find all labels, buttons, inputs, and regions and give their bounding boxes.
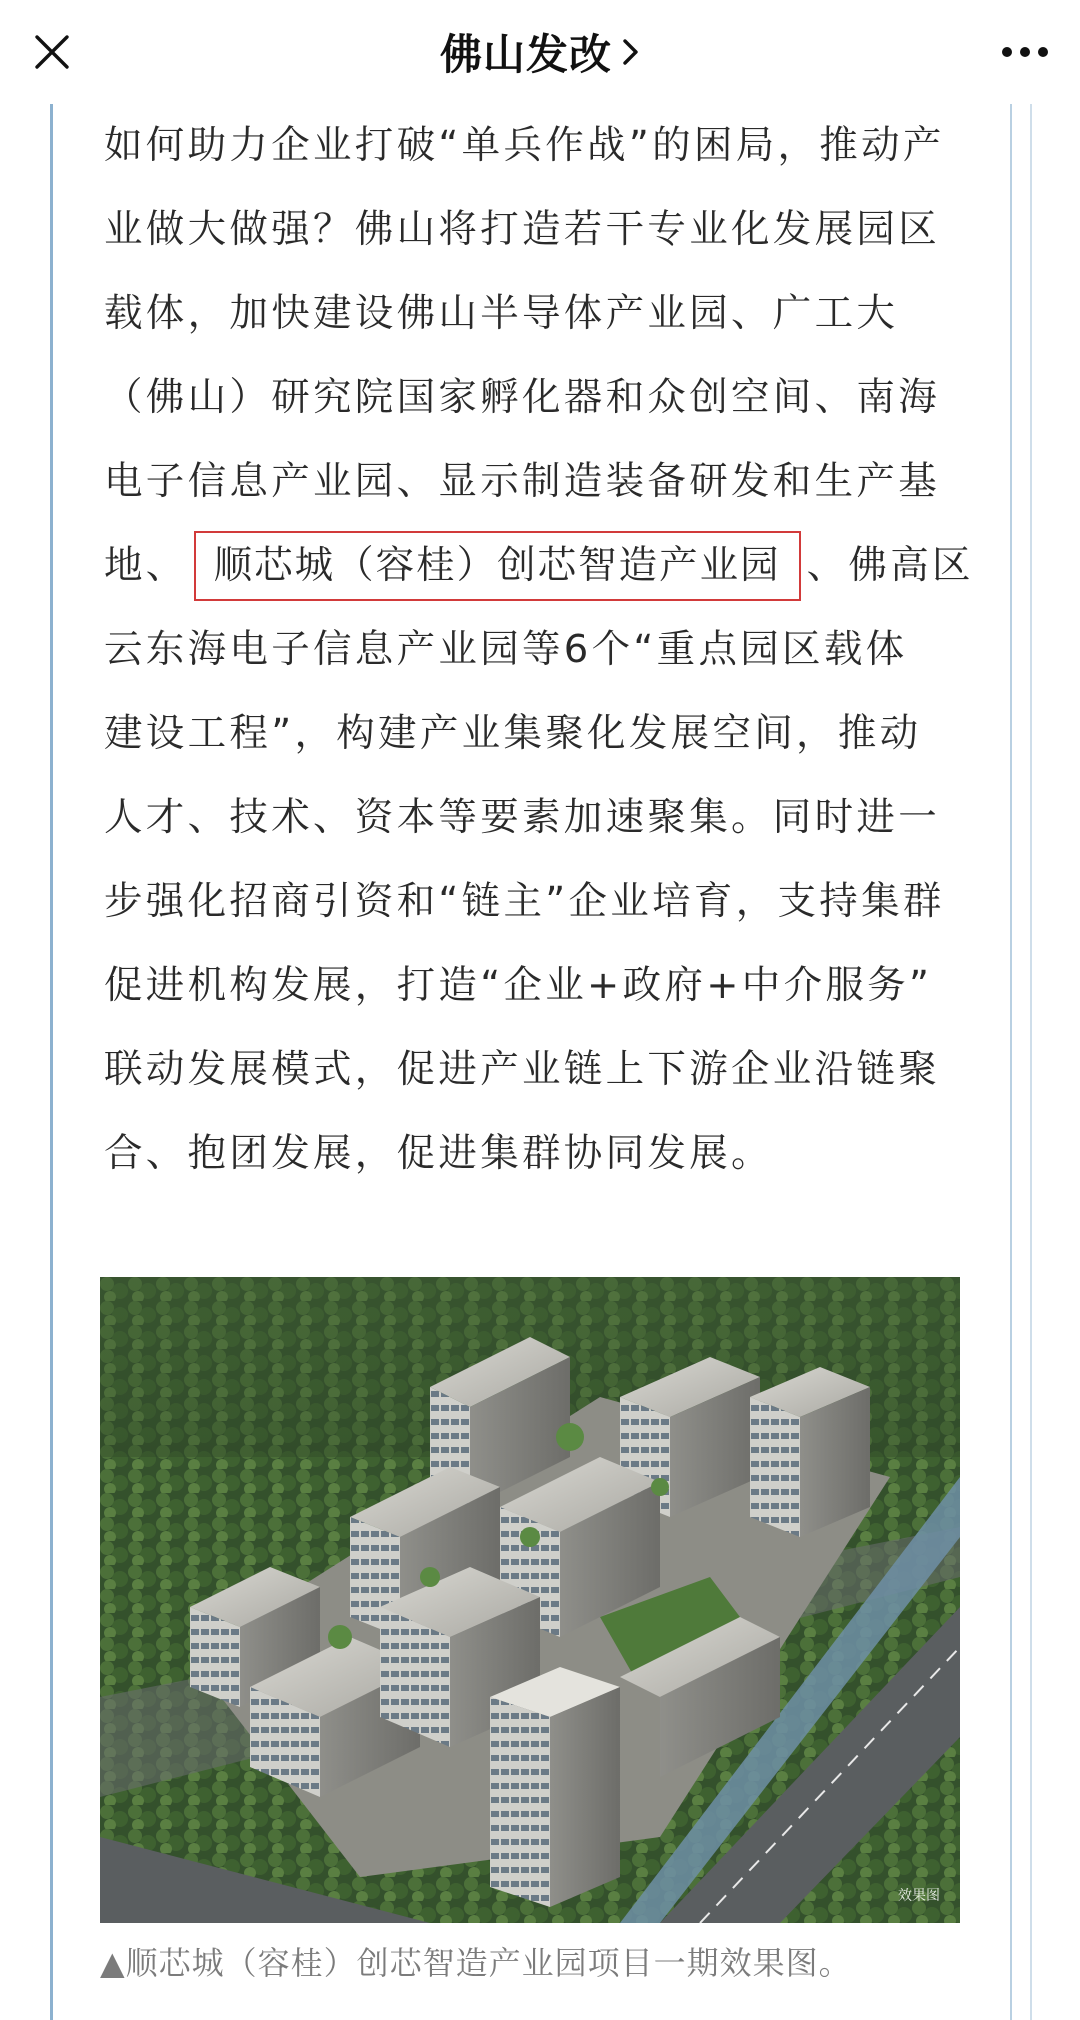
chevron-right-icon [622, 37, 640, 67]
close-icon [34, 34, 70, 70]
paragraph-line: 联动发展模式，促进产业链上下游企业沿链聚 [104, 1047, 941, 1092]
paragraph-line: 业做大做强？佛山将打造若干专业化发展园区 [104, 207, 941, 252]
article-frame-right-outer [1030, 104, 1032, 2020]
account-title: 佛山发改 [439, 30, 612, 79]
paragraph-line: 电子信息产业园、显示制造装备研发和生产基 [104, 459, 941, 504]
paragraph-line: 如何助力企业打破“单兵作战”的困局，推动产 [104, 123, 945, 168]
article-body [104, 104, 974, 1196]
paragraph-line: （佛山）研究院国家孵化器和众创空间、南海 [104, 375, 941, 420]
paragraph-line: 建设工程”，构建产业集聚化发展空间，推动 [104, 711, 922, 756]
close-button[interactable] [22, 22, 82, 82]
account-title-link[interactable] [440, 22, 640, 82]
line-suffix: 、佛高区 [806, 543, 974, 588]
title-container [0, 0, 1080, 104]
paragraph-line: 步强化招商引资和“链主”企业培育，支持集群 [104, 879, 945, 924]
image-caption: ▲顺芯城（容桂）创芯智造产业园项目一期效果图。 [100, 1944, 852, 1982]
highlighted-park-name: 顺芯城（容桂）创芯智造产业园 [194, 531, 801, 601]
paragraph-line-with-highlight [104, 524, 974, 608]
rendering-illustration [100, 1277, 960, 1923]
paragraph-line: 载体，加快建设佛山半导体产业园、广工大 [104, 291, 899, 336]
paragraph-line: 人才、技术、资本等要素加速聚集。同时进一 [104, 795, 941, 840]
line-prefix: 地、 [104, 543, 188, 588]
park-rendering-image[interactable] [100, 1277, 960, 1923]
image-watermark: 效果图 [898, 1888, 940, 1904]
more-options-button[interactable] [990, 22, 1060, 82]
paragraph-line: 合、抱团发展，促进集群协同发展。 [104, 1131, 773, 1176]
paragraph-line: 云东海电子信息产业园等6个“重点园区载体 [104, 627, 908, 672]
article-paragraph [104, 104, 974, 1196]
paragraph-line: 促进机构发展，打造“企业+政府+中介服务” [104, 963, 933, 1008]
more-dots-icon [1001, 46, 1049, 58]
top-navigation-bar [0, 0, 1080, 104]
article-frame-right-inner [1010, 104, 1012, 2020]
article-frame-left [50, 104, 53, 2020]
